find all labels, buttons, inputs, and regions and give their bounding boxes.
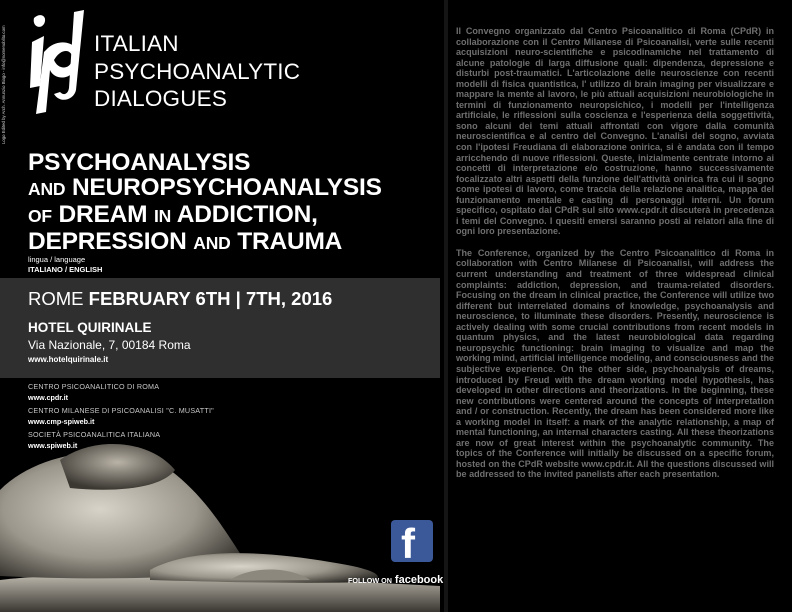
conference-title: [28, 150, 438, 256]
event-address: Via Nazionale, 7, 00184 Roma: [28, 338, 191, 352]
venue-website-link[interactable]: www.hotelquirinale.it: [28, 355, 109, 364]
brand-line-1: ITALIAN: [94, 31, 179, 56]
language-info: [28, 255, 102, 275]
organizer-name: SOCIETÀ PSICOANALITICA ITALIANA: [28, 430, 161, 439]
organizer-link[interactable]: www.cpdr.it: [28, 392, 69, 402]
language-value: ITALIANO / ENGLISH: [28, 265, 103, 274]
event-venue: HOTEL QUIRINALE: [28, 320, 152, 335]
english-description: The Conference, organized by the Centro Psicoanalitico di Roma in collaboration with Centro Milanese di Psicoanalisi, will address the current understanding and treatment of three widespread clinical complaints: addiction, depression, and trauma-related disorders. Focusing on the dream in clinical practice, the Conference will utilize two different but interrelated domains of knowledge, psychoanalysis and neuroscience, to illuminate these disorders. Presently, neuroscience is actively dealing with some crucial contributions from recent models in quantum physics, and the latest neurobiological data regarding neuropsychic functioning: brain imaging to visualize and map the working mind, artificial intelligence modeling, and consciousness and the subjective experience. On the other side, psychoanalysis of dreams, introduced by Freud with the dream working model hypothesis, has developed in other directions and theorizations. In the beginning, these new contributions were centered around the concepts of interpretation and / or construction. Recently, the dream has been considered more like a working model in itself: a mark of the analytic relationship, a map of mental functioning, an internal characters casting. All these theorizations are now of great interest within the psychoanalytic community. The topics of the Conference will initially be discussed on a specific forum, hosted on the CPdR website www.cpdr.it. All the questions discussed will be addressed to the invited panelists after each presentation.: [456, 247, 774, 480]
title-word: AND: [28, 179, 66, 199]
facebook-f-glyph: f: [401, 520, 415, 567]
event-date: [28, 288, 332, 310]
organizer-name: CENTRO PSICOANALITICO DI ROMA: [28, 382, 160, 391]
event-details: [28, 288, 332, 364]
title-word: IN: [153, 206, 172, 226]
title-word: NEUROPSYCHOANALYSIS: [71, 174, 382, 201]
title-word: DEPRESSION: [28, 228, 187, 255]
brand-line-2: PSYCHOANALYTIC: [94, 58, 301, 84]
organizer-name: CENTRO MILANESE DI PSICOANALISI "C. MUSATTI": [28, 406, 214, 415]
organizer-link[interactable]: www.cmp-spiweb.it: [28, 416, 95, 426]
title-word: DREAM: [58, 201, 148, 228]
facebook-icon[interactable]: [391, 520, 433, 567]
title-word: AND: [193, 233, 231, 253]
organizer-link[interactable]: www.spiweb.it: [28, 440, 78, 450]
brand-name: [94, 30, 300, 113]
facebook-wordmark: facebook: [394, 574, 444, 586]
title-word: TRAUMA: [237, 228, 343, 255]
description-column: [456, 26, 774, 480]
event-dates: FEBRUARY 6TH | 7TH, 2016: [88, 288, 333, 309]
event-city: ROME: [28, 288, 84, 309]
italian-description: Il Convegno organizzato dal Centro Psicoanalitico di Roma (CPdR) in collaborazione con il Centro Milanese di Psicoanalisi, verte sulle recenti acquisizioni neuro-scientifiche e psicodinamiche nel trattamento di alcune patologie di larga diffusione quali: dipendenza, depressione e disturbi post-traumatici. L'articolazione delle neuroscienze con recenti modelli di fisica quantistica, l' utilizzo di brain imaging per visualizzare e mappare la mente al lavoro, le più attuali acquisizioni neurobiologiche in termini di funzionamento neuropsichico, i modelli per l'intelligenza artificiale, le riflessioni sulla coscienza e l'esperienza della soggettività, sono alcuni dei temi attuali affrontati con vigore dalla comunità neuroscientifica e al centro del Convegno. L'analisi del sogno, avviata con l'ipotesi Freudiana di elaborazione onirica, si è andata con il tempo arricchendo di nuove riflessioni. Queste, inizialmente centrate intorno ai concetti di interpretazione e/o costruzione, hanno successivamente focalizzato altri aspetti della funzione dell'attività onirica fra cui il sogno come ipotesi di lavoro, come traccia della relazione analitica, mappa del funzionamento mentale e casting di personaggi interni. Un forum specifico, ospitato dal CPdR sul sito www.cpdr.it discuterà in precedenza i temi del Convegno. I quesiti emersi saranno posti ai relatori alla fine di ogni loro presentazione.: [456, 26, 774, 237]
logo-credit: Logo Edited by Arch. Annunzio Biago - info@nomenoblito.com: [1, 25, 6, 144]
follow-on-facebook[interactable]: [348, 574, 443, 586]
ipd-monogram-icon: [14, 8, 94, 116]
column-divider: [444, 0, 448, 612]
title-word: OF: [28, 206, 52, 226]
title-word: ADDICTION,: [176, 201, 318, 228]
brand-line-3: DIALOGUES: [94, 86, 228, 111]
follow-label: FOLLOW ON: [348, 576, 392, 585]
language-label: lingua / language: [28, 255, 86, 264]
title-word: PSYCHOANALYSIS: [28, 149, 251, 176]
